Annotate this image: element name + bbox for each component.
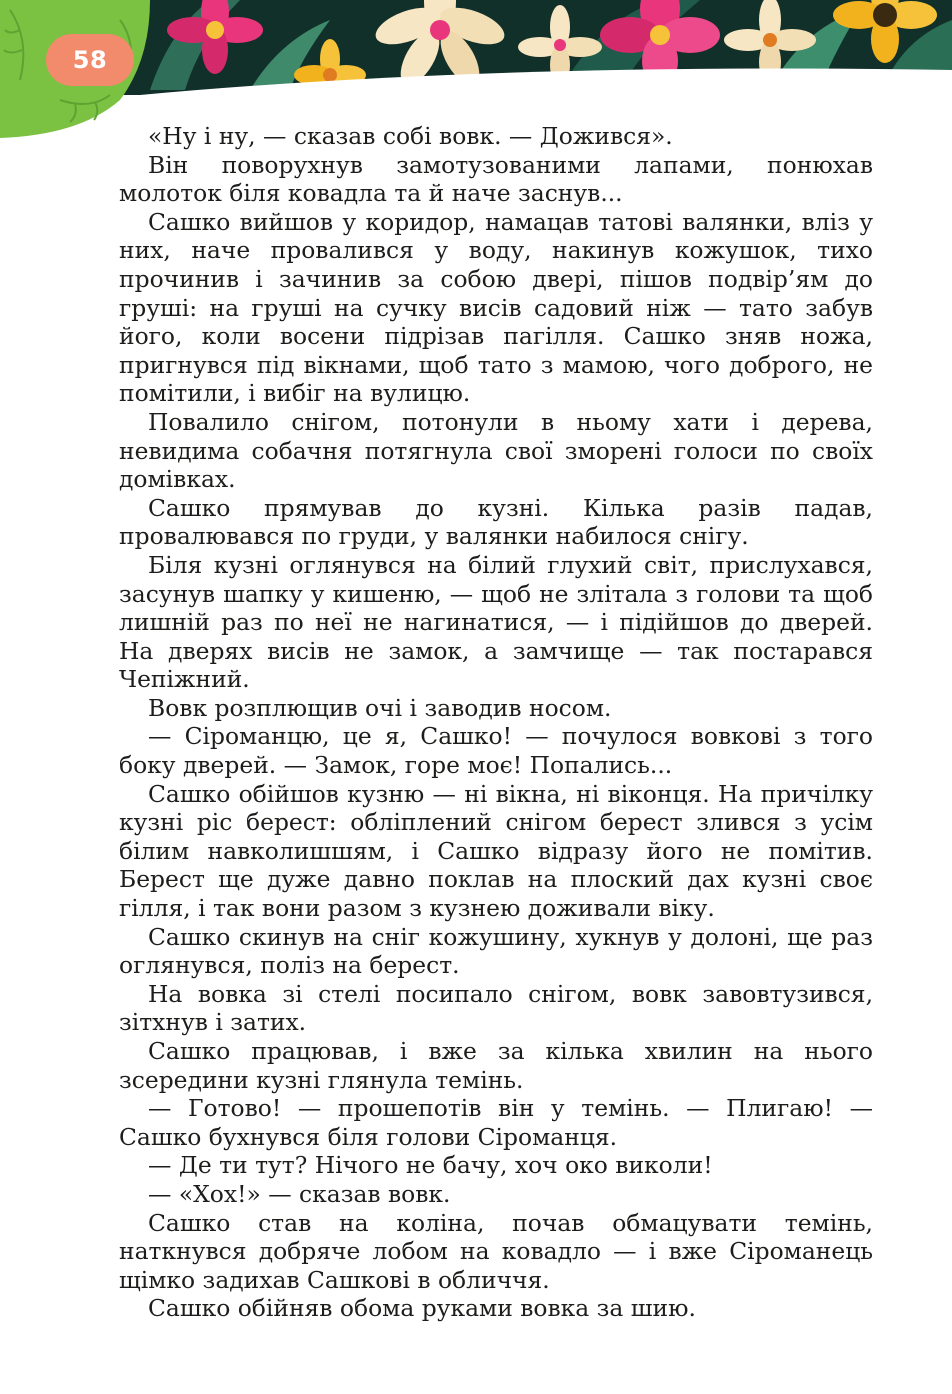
paragraph: «Ну і ну, — сказав собі вовк. — Дожився». [148,122,673,150]
paragraph: Він поворухнув замотузованими лапами, понюхав молоток біля ковадла та й наче заснув... [119,150,873,208]
paragraph: — Де ти тут? Нічого не бачу, хоч око виколи! [148,1151,713,1180]
paragraph: Вовк розплющив очі і заводив носом. [148,693,612,722]
paragraph: Сашко скинув на сніг кожушину, хукнув у долоні, ще раз оглянувся, поліз на берест. [119,922,873,980]
paragraph: Повалило снігом, потонули в ньому хати і дерева, невидима собачня потягнула свої зморені голоси по своїх домівках. [119,407,873,494]
paragraph: Сашко працював, і вже за кілька хвилин на нього зсередини кузні глянула темінь. [119,1037,873,1094]
paragraph: Сашко обійняв обома руками вовка за шию. [148,1294,696,1323]
paragraph: Сашко прямував до кузні. Кілька разів падав, провалювався по груди, у валянки набилося снігу. [119,493,873,551]
paragraph: На вовка зі стелі посипало снігом, вовк завовтузився, зітхнув і затих. [119,979,873,1037]
paragraph: Сашко обійшов кузню — ні вікна, ні віконця. На причілку кузні ріс берест: обліплений снігом берест злився з усім білим навколишшям, і Сашко відразу його не помітив. Берест ще дуже давно поклав на плоский дах кузні своє гілля, і так вони разом з кузнею доживали віку. [119,779,873,923]
paragraph: — «Хох!» — сказав вовк. [148,1179,451,1208]
paragraph: Сашко вийшов у коридор, намацав татові валянки, вліз у них, наче провалився у воду, накинув кожушок, тихо прочинив і зачинив за собою двері, пішов подвір’ям до груші: на груші на сучку висів садовий ніж — тато забув його, коли восени підрізав пагілля. Сашко зняв ножа, пригнувся під вікнами, щоб тато з мамою, чого доброго, не помітили, і вибіг на вулицю. [119,207,873,408]
story-text [119,122,873,1323]
paragraph: Сашко став на коліна, почав обмацувати темінь, наткнувся добряче лобом на ковадло — і вже Сіроманець щімко задихав Сашкові в обличчя. [119,1208,873,1294]
paragraph: — Сіроманцю, це я, Сашко! — почулося вовкові з того боку дверей. — Замок, горе моє! Попались... [119,722,873,780]
page-number-badge: 58 [46,34,134,86]
paragraph: Біля кузні оглянувся на білий глухий світ, прислухався, засунув шапку у кишеню, — щоб не злітала з голови та щоб лишній раз по неї не нагинатися, — і підійшов до дверей. На дверях висів не замок, а замчище — так постарався Чепіжний. [119,550,873,694]
paragraph: — Готово! — прошепотів він у темінь. — Плигаю! — Сашко бухнувся біля голови Сіроманця. [119,1094,873,1151]
